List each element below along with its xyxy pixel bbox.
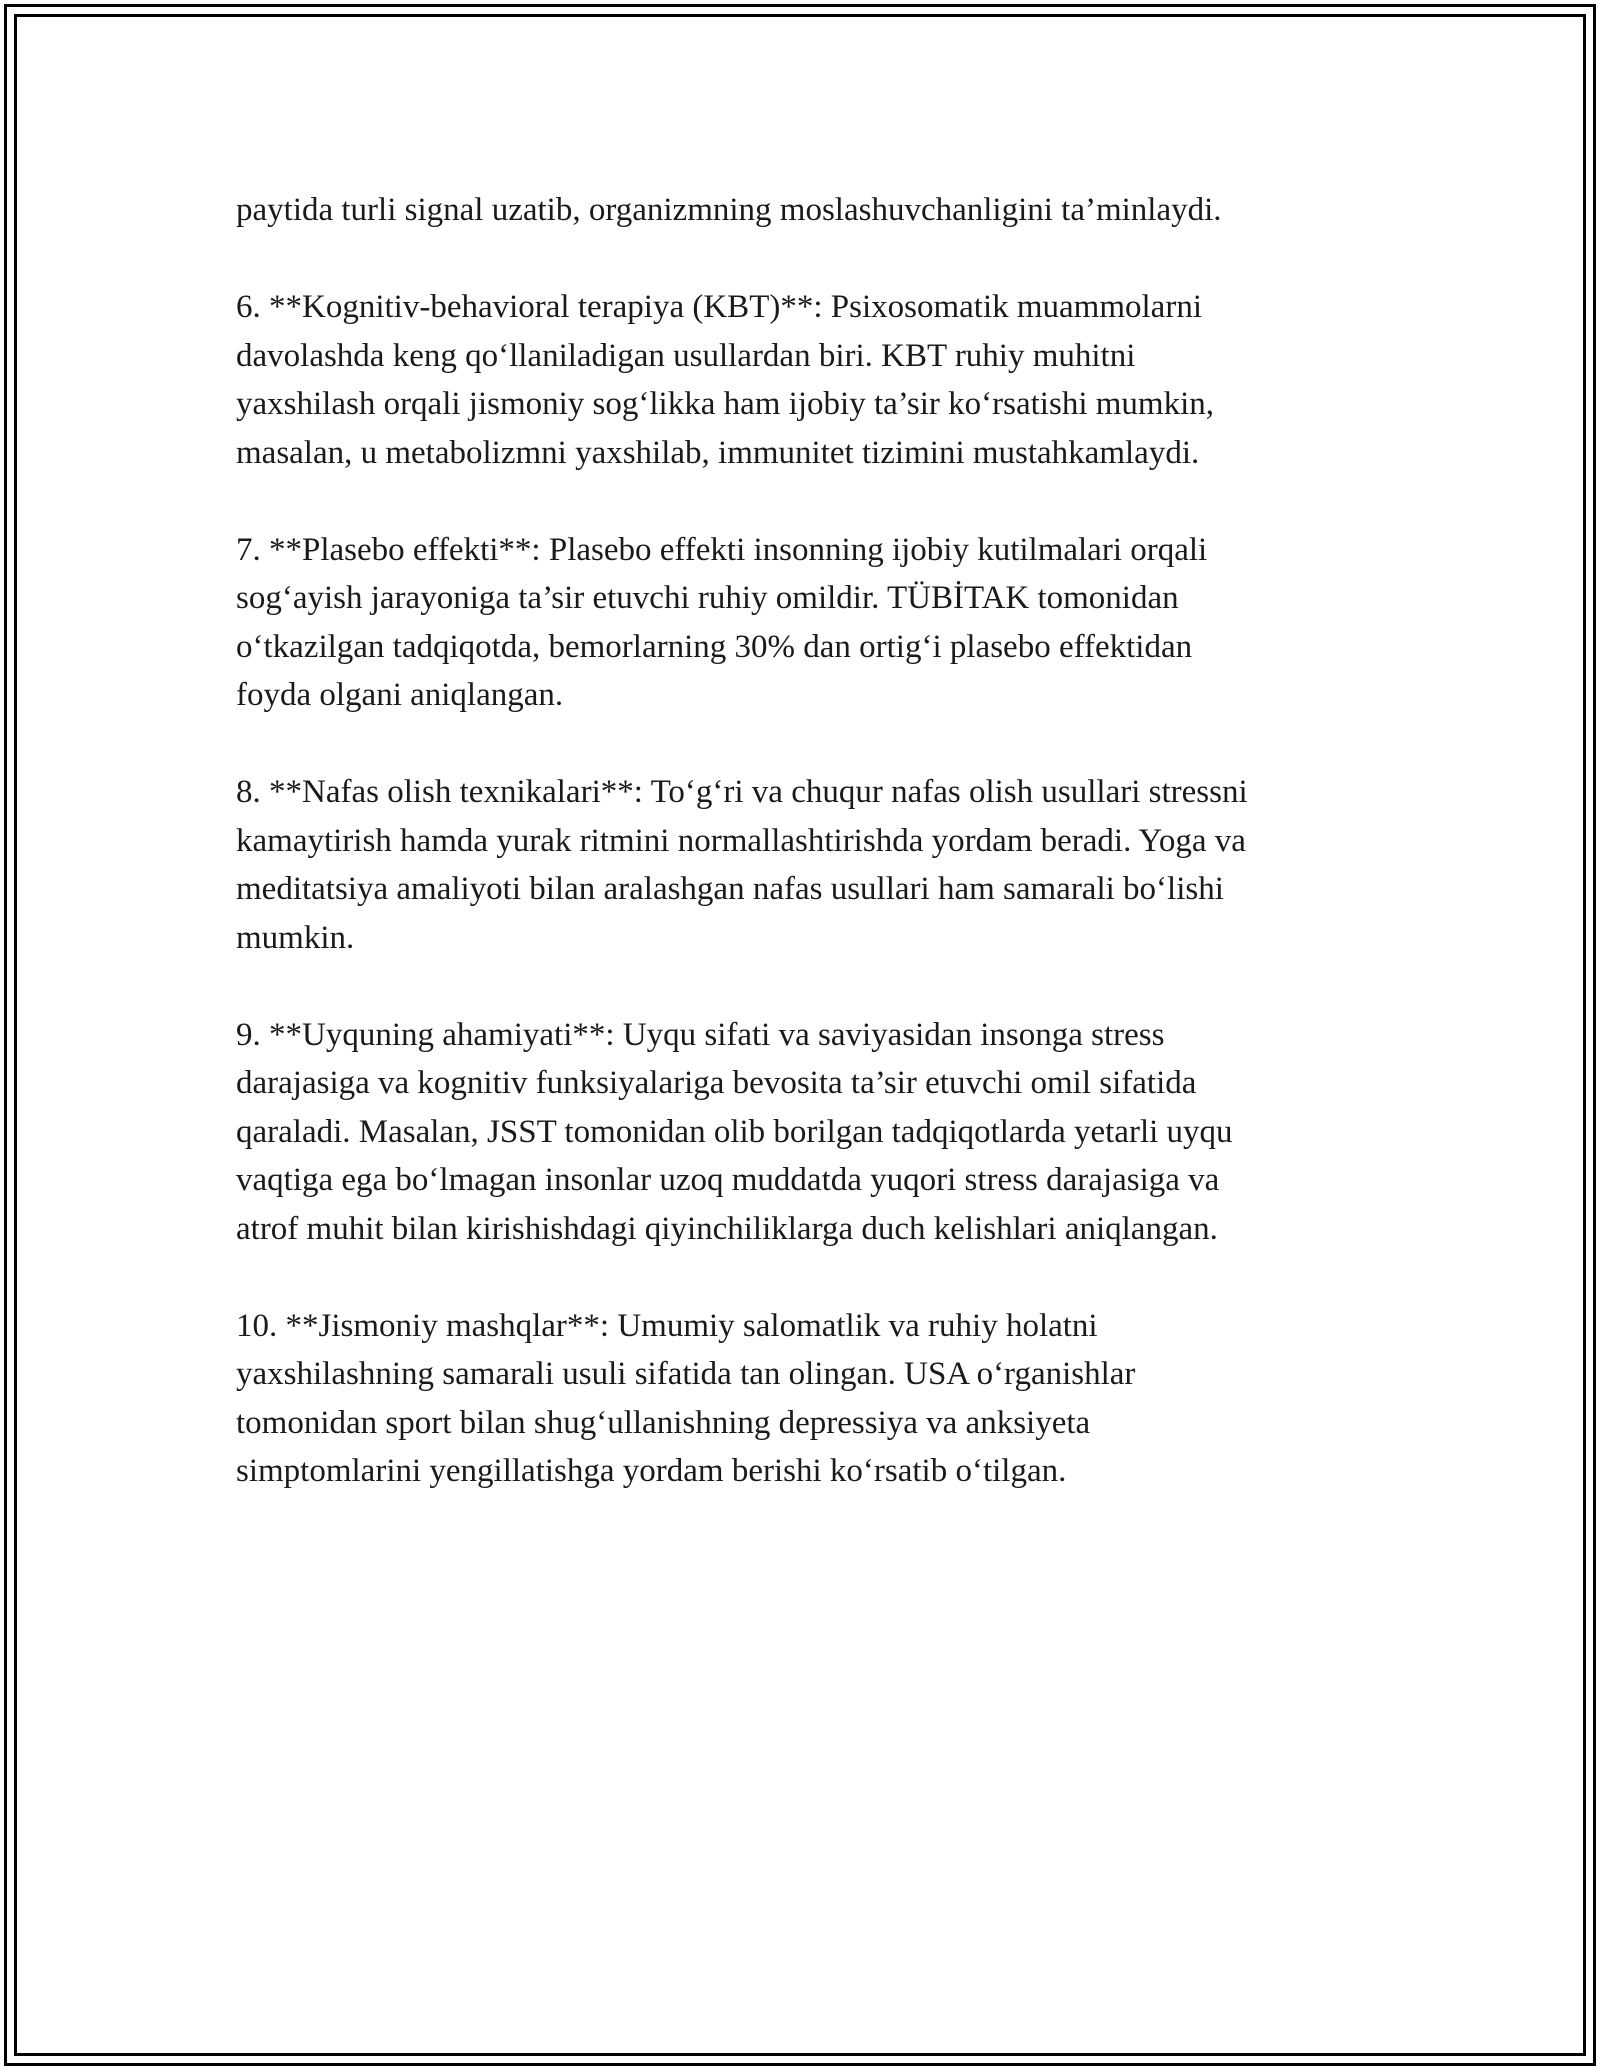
document-body [236,186,1386,1544]
paragraph-item-10: 10. **Jismoniy mashqlar**: Umumiy salomatlik va ruhiy holatni yaxshilashning samarali usuli sifatida tan olingan. USA o‘rganishlar tomonidan sport bilan shug‘ullanishning depressiya va anksiyeta simptomlarini yengillatishga yordam berishi ko‘rsatib o‘tilgan. [236,1307,1136,1489]
paragraph-item-7: 7. **Plasebo effekti**: Plasebo effekti insonning ijobiy kutilmalari orqali sog‘ayish jarayoniga ta’sir etuvchi ruhiy omildir. TÜBİTAK tomonidan o‘tkazilgan tadqiqotda, bemorlarning 30% dan ortig‘i plasebo effektidan foyda olgani aniqlangan. [236,531,1208,713]
paragraph-item-6: 6. **Kognitiv-behavioral terapiya (KBT)**: Psixosomatik muammolarni davolashda keng qo‘llaniladigan usullardan biri. KBT ruhiy muhitni yaxshilash orqali jismoniy sog‘likka ham ijobiy ta’sir ko‘rsatishi mumkin, masalan, u metabolizmni yaxshilab, immunitet tizimini mustahkamlaydi. [236,289,1214,471]
paragraph-item-8: 8. **Nafas olish texnikalari**: To‘g‘ri va chuqur nafas olish usullari stressni kamaytirish hamda yurak ritmini normallashtirishda yordam beradi. Yoga va meditatsiya amaliyoti bilan aralashgan nafas usullari ham samarali bo‘lishi mumkin. [236,774,1248,956]
paragraph-continuation: paytida turli signal uzatib, organizmning moslashuvchanligini ta’minlaydi. [236,192,1222,228]
paragraph-item-9: 9. **Uyquning ahamiyati**: Uyqu sifati va saviyasidan insonga stress darajasiga va kognitiv funksiyalariga bevosita ta’sir etuvchi omil sifatida qaraladi. Masalan, JSST tomonidan olib borilgan tadqiqotlarda yetarli uyqu vaqtiga ega bo‘lmagan insonlar uzoq muddatda yuqori stress darajasiga va atrof muhit bilan kirishishdagi qiyinchiliklarga duch kelishlari aniqlangan. [236,1016,1233,1247]
